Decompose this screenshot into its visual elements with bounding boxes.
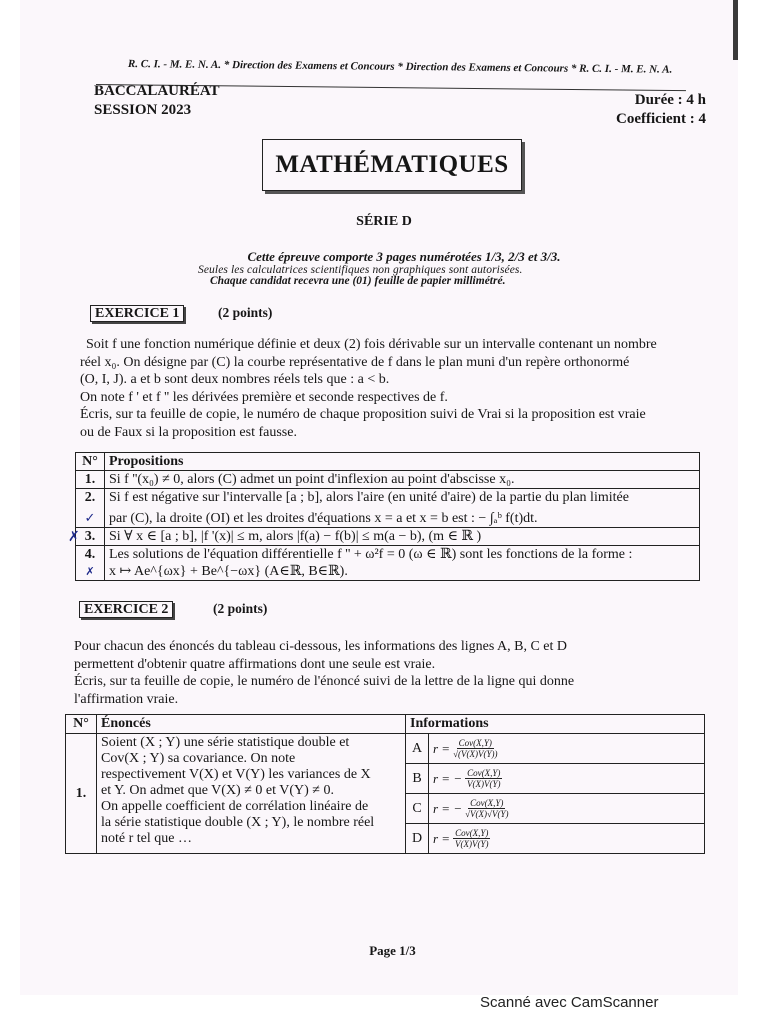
row-number-label: 3. [84, 529, 96, 544]
exercise2-intro [74, 638, 714, 708]
exercise2-points: (2 points) [213, 601, 268, 616]
exam-meta [560, 91, 706, 129]
col-enonces-header: Énoncés [97, 715, 406, 734]
table-row [66, 734, 705, 764]
paper-note: Chaque candidat recevra une (01) feuille de papier millimétré. [210, 275, 506, 287]
pen-check-mark: ✓ [84, 511, 96, 526]
proposition-text [105, 546, 700, 581]
option-formula [429, 824, 705, 854]
calculator-note: Seules les calculatrices scientifiques non graphiques sont autorisées. [198, 264, 523, 276]
page-number: Page 1/3 [369, 943, 416, 958]
table-row [76, 471, 700, 489]
proposition-text: Si f ''(x₀) ≠ 0, alors (C) admet un point d'inflexion au point d'abscisse x₀. [105, 471, 700, 489]
statement-text [97, 734, 406, 854]
formula-numerator: Cov(X,Y) [458, 738, 492, 748]
formula-numerator: Cov(X,Y) [467, 768, 501, 778]
proposition-line: Les solutions de l'équation différentielle f '' + ω²f = 0 (ω ∈ ℝ) sont les fonctions de la forme : [109, 547, 633, 562]
intro-line: réel x₀. On désigne par (C) la courbe représentative de f dans le plan muni d'un repère orthonormé [80, 354, 630, 370]
ministry-header: R. C. I. - M. E. N. A. * Direction des Examens et Concours * Direction des Examens et Concours * R. C. I. - M. E. N. A. [127, 58, 673, 76]
exam-coefficient: Coefficient : 4 [616, 111, 706, 127]
formula-denominator: V(X)V(Y) [466, 779, 501, 789]
formula-denominator: √(V(X)V(Y)) [453, 749, 498, 759]
formula-prefix: r = [433, 740, 451, 756]
option-letter: A [406, 734, 429, 764]
exercise1-label: EXERCICE 1 [90, 305, 184, 322]
exam-duration: Durée : 4 h [634, 92, 706, 108]
statement-line: On appelle coefficient de corrélation linéaire de [101, 799, 369, 814]
col-informations-header: Informations [406, 715, 705, 734]
table-row [76, 528, 700, 546]
pages-note: Cette épreuve comporte 3 pages numérotées 1/3, 2/3 et 3/3. [247, 249, 561, 264]
col-propositions-header: Propositions [105, 453, 700, 471]
table-row [76, 546, 700, 581]
intro-line: Pour chacun des énoncés du tableau ci-dessous, les informations des lignes A, B, C et D [74, 639, 568, 654]
intro-line: Soit f une fonction numérique définie et deux (2) fois dérivable sur un intervalle contenant un nombre [86, 337, 657, 352]
option-letter: B [406, 764, 429, 794]
formula-numerator: Cov(X,Y) [470, 798, 504, 808]
proposition-line: par (C), la droite (OI) et les droites d'équations x = a et x = b est : − ∫ₐᵇ f(t)dt. [109, 511, 538, 526]
statement-line: respectivement V(X) et V(Y) les variances de X [101, 767, 371, 782]
row-number [76, 489, 105, 528]
exam-info [94, 82, 220, 120]
row-number [76, 528, 105, 546]
intro-line: permettent d'obtenir quatre affirmations dont une seule est vraie. [74, 656, 436, 672]
option-formula [429, 734, 705, 764]
row-number [76, 546, 105, 581]
formula-prefix: r = [433, 830, 451, 846]
intro-line: Écris, sur ta feuille de copie, le numéro de chaque proposition suivi de Vrai si la proposition est vraie [80, 407, 646, 422]
statement-number: 1. [66, 734, 97, 854]
row-number: 1. [76, 471, 105, 489]
col-num-header: N° [76, 453, 105, 471]
scan-edge [733, 0, 738, 60]
exercise1-heading [90, 304, 184, 322]
proposition-line: x ↦ Ae^{ωx} + Be^{−ωx} (A∈ℝ, B∈ℝ). [109, 564, 348, 579]
subject-title-box [262, 139, 522, 191]
statement-line: Soient (X ; Y) une série statistique double et [101, 735, 350, 750]
col-num-header: N° [66, 715, 97, 734]
table-row [76, 489, 700, 528]
exam-session: SESSION 2023 [94, 102, 192, 118]
exercise2-heading [79, 600, 173, 618]
table-header-row [66, 715, 705, 734]
series-label: SÉRIE D [356, 214, 412, 229]
proposition-text [105, 489, 700, 528]
scanner-credit: Scanné avec CamScanner [480, 994, 659, 1011]
subject-title: MATHÉMATIQUES [275, 151, 509, 178]
intro-line: On note f ' et f '' les dérivées première et seconde respectives de f. [80, 389, 448, 405]
formula-prefix: r = − [433, 800, 463, 816]
formula-denominator: V(X)V(Y) [454, 839, 489, 849]
intro-line: Écris, sur ta feuille de copie, le numéro de l'énoncé suivi de la lettre de la ligne qui donne [74, 674, 575, 689]
proposition-text: Si ∀ x ∈ [a ; b], |f '(x)| ≤ m, alors |f(a) − f(b)| ≤ m(a − b), (m ∈ ℝ ) [105, 528, 700, 546]
statement-line: noté r tel que … [101, 831, 192, 846]
statement-line: la série statistique double (X ; Y), le nombre réel [101, 815, 375, 830]
exercise1-points: (2 points) [218, 305, 273, 320]
intro-line: (O, I, J). a et b sont deux nombres réels tels que : a < b. [80, 372, 390, 387]
exercise2-label: EXERCICE 2 [79, 601, 173, 618]
intro-line: ou de Faux si la proposition est fausse. [80, 424, 297, 440]
option-formula [429, 764, 705, 794]
exam-name: BACCALAURÉAT [94, 83, 220, 99]
formula-numerator: Cov(X,Y) [455, 828, 489, 838]
proposition-line: Si f est négative sur l'intervalle [a ; b], alors l'aire (en unité d'aire) de la partie du plan limitée [109, 490, 629, 505]
statements-table [65, 714, 705, 854]
option-letter: C [406, 794, 429, 824]
propositions-table [75, 452, 700, 581]
option-formula [429, 794, 705, 824]
formula-prefix: r = − [433, 770, 463, 786]
option-letter: D [406, 824, 429, 854]
exercise1-intro [80, 336, 720, 441]
formula-denominator: √V(X)√V(Y) [465, 809, 509, 819]
pen-x-mark: ✗ [68, 529, 80, 545]
row-number-label: 4. [84, 547, 96, 562]
statement-line: Cov(X ; Y) sa covariance. On note [101, 751, 296, 766]
pen-mark: ✗ [85, 565, 95, 578]
intro-line: l'affirmation vraie. [74, 691, 179, 707]
table-header-row [76, 453, 700, 471]
row-number-label: 2. [84, 490, 96, 505]
statement-line: et Y. On admet que V(X) ≠ 0 et V(Y) ≠ 0. [101, 783, 334, 798]
